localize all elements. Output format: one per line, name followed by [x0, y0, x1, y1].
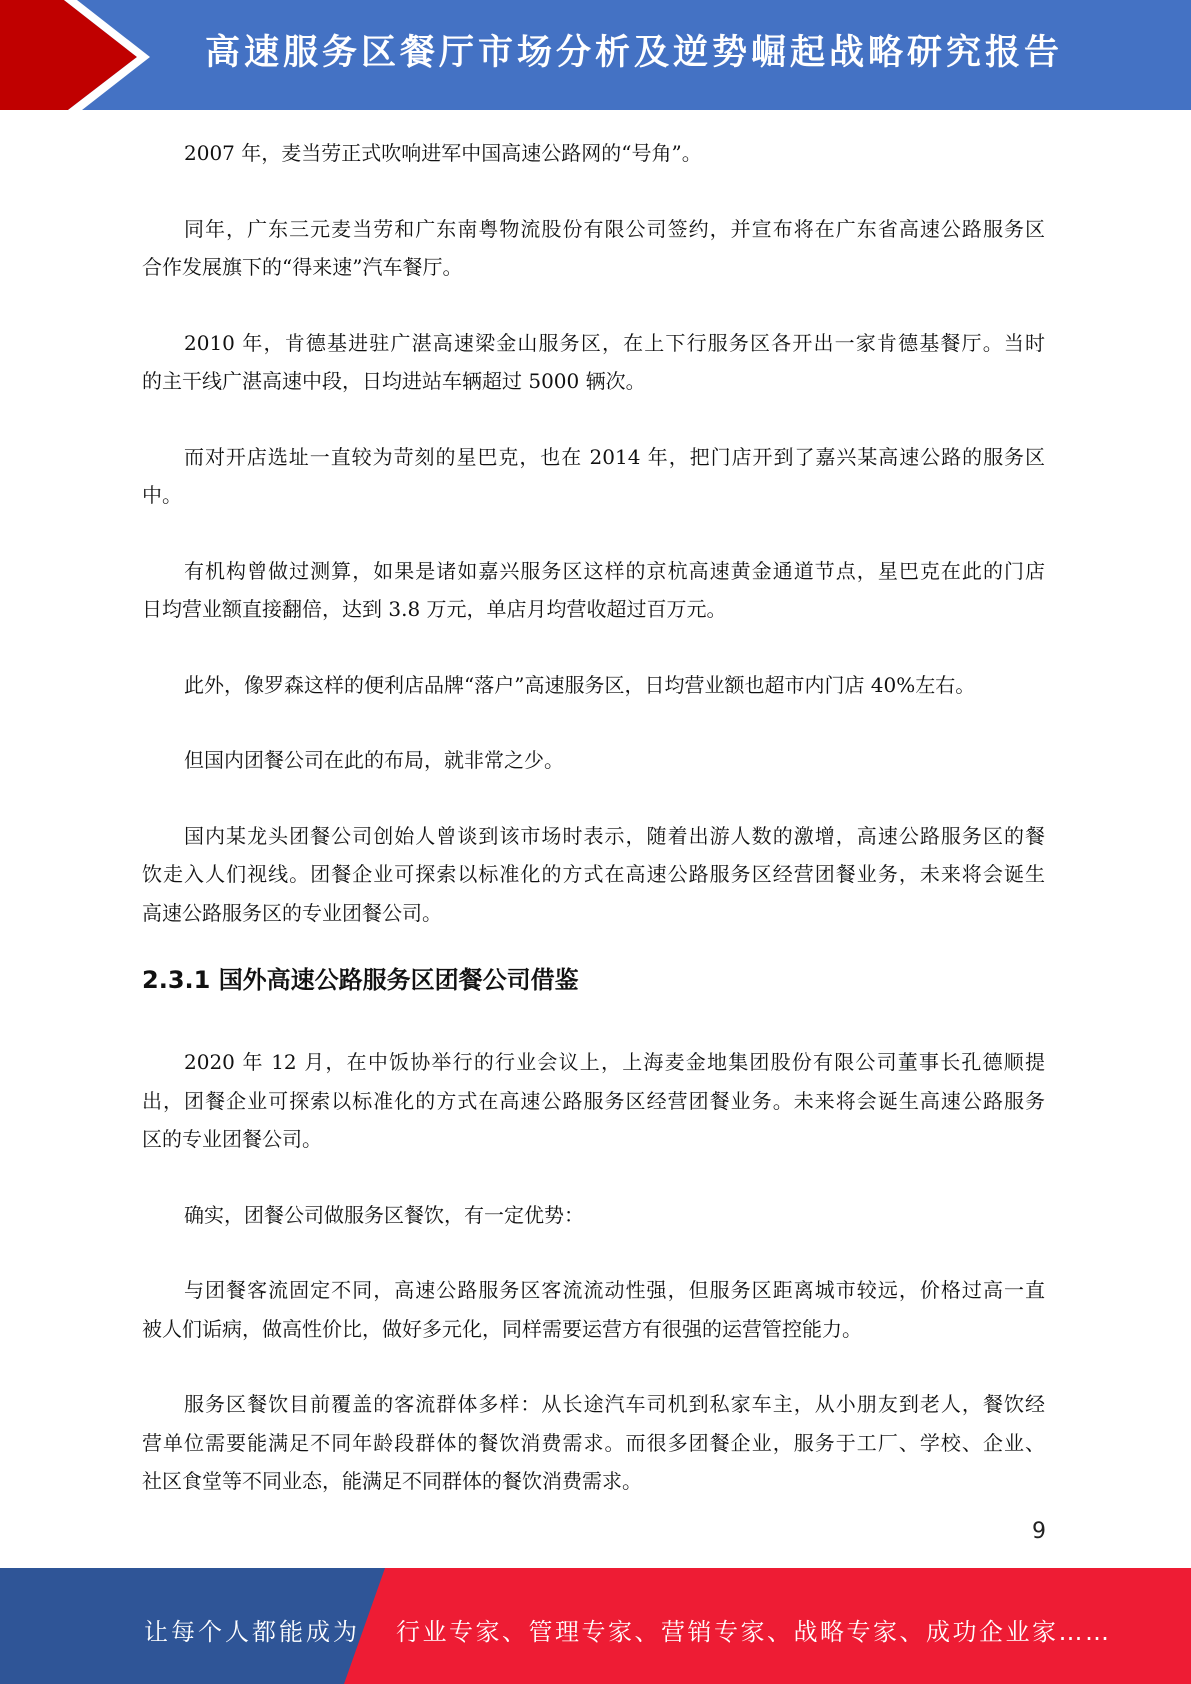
text-line: 社区食堂等不同业态，能满足不同群体的餐饮消费需求。 [142, 1469, 642, 1493]
text-line: 与团餐客流固定不同，高速公路服务区客流流动性强，但服务区距离城市较远，价格过高一直 [184, 1278, 1045, 1302]
text-line: 有机构曾做过测算，如果是诸如嘉兴服务区这样的京杭高速黄金通道节点，星巴克在此的门店 [184, 558, 1045, 583]
text-line: 出，团餐企业可探索以标准化的方式在高速公路服务区经营团餐业务。未来将会诞生高速公路服务 [142, 1088, 1045, 1113]
text-line: 营单位需要能满足不同年龄段群体的餐饮消费需求。而很多团餐企业，服务于工厂、学校、企业、 [142, 1430, 1045, 1455]
text-line: 2007 年，麦当劳正式吹响进军中国高速公路网的“号角”。 [184, 141, 702, 165]
text-line: 日均营业额直接翻倍，达到 3.8 万元，单店月均营收超过百万元。 [142, 597, 727, 621]
paragraph-group-1 [142, 134, 1045, 932]
paragraph [142, 210, 1045, 287]
text-line: 服务区餐饮目前覆盖的客流群体多样：从长途汽车司机到私家车主，从小朋友到老人，餐饮经 [184, 1392, 1045, 1416]
paragraph [142, 817, 1045, 933]
text-line: 但国内团餐公司在此的布局，就非常之少。 [184, 748, 564, 772]
text-line: 2010 年，肯德基进驻广湛高速梁金山服务区，在上下行服务区各开出一家肯德基餐厅。当时 [184, 330, 1045, 355]
text-line: 饮走入人们视线。团餐企业可探索以标准化的方式在高速公路服务区经营团餐业务，未来将会诞生 [142, 862, 1045, 886]
text-line: 高速公路服务区的专业团餐公司。 [142, 900, 442, 925]
paragraph [142, 1385, 1045, 1501]
paragraph [142, 1271, 1045, 1348]
paragraph [142, 324, 1045, 401]
footer-slogan-right: 行业专家、管理专家、营销专家、战略专家、成功企业家…… [396, 1618, 1112, 1646]
paragraph [142, 552, 1045, 629]
paragraph [142, 134, 1045, 173]
page-number: 9 [1032, 1519, 1046, 1544]
text-line: 2020 年 12 月，在中饭协举行的行业会议上，上海麦金地集团股份有限公司董事长孔德顺提 [184, 1050, 1045, 1074]
text-line: 确实，团餐公司做服务区餐饮，有一定优势： [184, 1202, 584, 1227]
text-line: 国内某龙头团餐公司创始人曾谈到该市场时表示，随着出游人数的激增，高速公路服务区的餐 [184, 823, 1045, 848]
text-line: 合作发展旗下的“得来速”汽车餐厅。 [142, 255, 463, 279]
paragraph-group-2 [142, 1043, 1045, 1501]
paragraph [142, 1196, 1045, 1235]
footer-slogan-left: 让每个人都能成为 [144, 1618, 360, 1646]
paragraph [142, 438, 1045, 515]
paragraph [142, 1043, 1045, 1159]
text-line: 的主干线广湛高速中段，日均进站车辆超过 5000 辆次。 [142, 369, 646, 393]
report-title: 高速服务区餐厅市场分析及逆势崛起战略研究报告 [205, 33, 1064, 73]
text-line: 区的专业团餐公司。 [142, 1127, 322, 1151]
text-line: 被人们诟病，做高性价比，做好多元化，同样需要运营方有很强的运营管控能力。 [142, 1316, 862, 1341]
text-line: 而对开店选址一直较为苛刻的星巴克，也在 2014 年，把门店开到了嘉兴某高速公路的服务区 [184, 444, 1045, 469]
text-line: 此外，像罗森这样的便利店品牌“落户”高速服务区，日均营业额也超市内门店 40%左右。 [184, 672, 976, 697]
page-header [0, 0, 1191, 110]
text-line: 同年，广东三元麦当劳和广东南粤物流股份有限公司签约，并宣布将在广东省高速公路服务区 [184, 216, 1045, 241]
paragraph [142, 666, 1045, 705]
document-body [142, 134, 1045, 1538]
page-footer [0, 1568, 1191, 1684]
text-line: 中。 [142, 483, 182, 507]
section-heading: 2.3.1 国外高速公路服务区团餐公司借鉴 [142, 966, 579, 994]
paragraph [142, 741, 1045, 780]
